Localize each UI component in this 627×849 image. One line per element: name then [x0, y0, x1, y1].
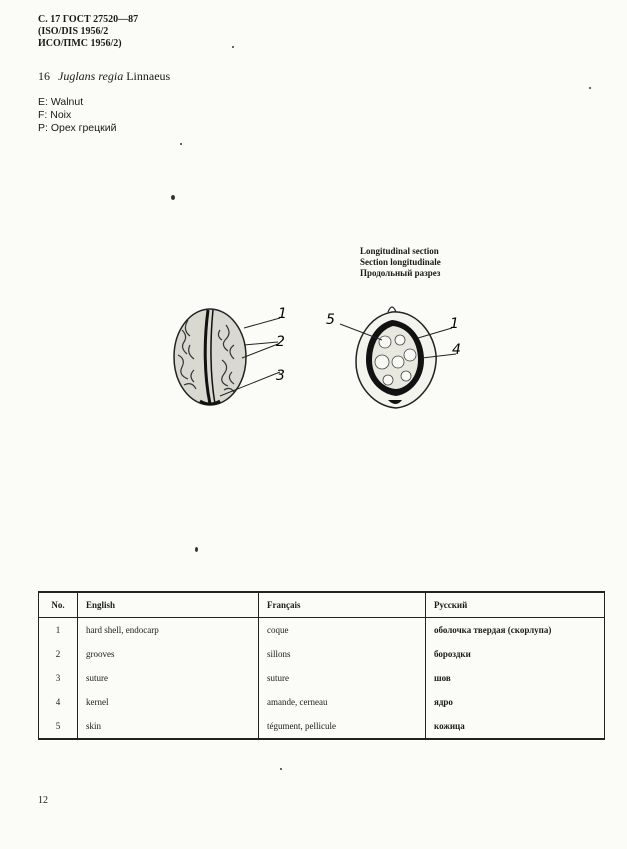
scan-speck [195, 547, 198, 552]
table-row [39, 618, 605, 643]
section-caption-fr: Section longitudinale [360, 257, 441, 267]
column-header-english: English [78, 592, 259, 618]
header-iso-reference: (ISO/DIS 1956/2 [38, 26, 109, 37]
figure-label-1: 1 [278, 306, 287, 322]
cell-russian: ядро [426, 690, 605, 714]
common-name-russian: P: Орех грецкий [38, 122, 117, 134]
cell-russian: бороздки [426, 642, 605, 666]
species-latin-name: Juglans regia [58, 69, 124, 83]
scan-speck [232, 46, 234, 48]
cell-french: coque [259, 618, 426, 643]
cell-french: tégument, pellicule [259, 714, 426, 739]
species-title [38, 69, 170, 84]
common-name-english: E: Walnut [38, 96, 84, 108]
section-caption-ru: Продольный разрез [360, 268, 441, 278]
cell-english: hard shell, endocarp [78, 618, 259, 643]
header-standard-number: С. 17 ГОСТ 27520—87 [38, 14, 139, 25]
common-names [38, 96, 116, 135]
figure-label-2: 2 [276, 334, 285, 350]
scan-speck [280, 768, 282, 770]
page-header [38, 14, 138, 50]
terminology-table [38, 591, 605, 740]
figure-label-4: 4 [452, 342, 461, 358]
cell-no: 3 [39, 666, 78, 690]
cell-no: 4 [39, 690, 78, 714]
cell-no: 1 [39, 618, 78, 643]
scan-speck [171, 195, 175, 200]
walnut-illustration [160, 300, 470, 425]
table-row [39, 690, 605, 714]
table-row [39, 714, 605, 739]
cell-russian: шов [426, 666, 605, 690]
common-name-french: F: Noix [38, 109, 72, 121]
header-iso-reference-ru: ИСО/ПМС 1956/2) [38, 38, 122, 49]
column-header-french: Français [259, 592, 426, 618]
cell-english: skin [78, 714, 259, 739]
table-header-row [39, 592, 605, 618]
cell-english: kernel [78, 690, 259, 714]
scan-speck [180, 143, 182, 145]
cell-no: 5 [39, 714, 78, 739]
species-number: 16 [38, 69, 50, 83]
scan-speck [589, 87, 591, 89]
cell-russian: оболочка твердая (скорлупа) [426, 618, 605, 643]
cell-english: suture [78, 666, 259, 690]
figure-label-3: 3 [276, 368, 285, 384]
species-authority: Linnaeus [126, 69, 171, 83]
cell-english: grooves [78, 642, 259, 666]
whole-walnut-drawing [174, 309, 246, 405]
cell-french: suture [259, 666, 426, 690]
column-header-no: No. [39, 592, 78, 618]
section-caption [360, 246, 441, 279]
section-caption-en: Longitudinal section [360, 246, 439, 256]
cell-french: sillons [259, 642, 426, 666]
table-row [39, 666, 605, 690]
cell-no: 2 [39, 642, 78, 666]
figure-label-1-section: 1 [450, 316, 459, 332]
figure-label-5: 5 [326, 312, 335, 328]
cell-russian: кожица [426, 714, 605, 739]
table-row [39, 642, 605, 666]
page-number: 12 [38, 795, 48, 806]
cell-french: amande, cerneau [259, 690, 426, 714]
column-header-russian: Русский [426, 592, 605, 618]
